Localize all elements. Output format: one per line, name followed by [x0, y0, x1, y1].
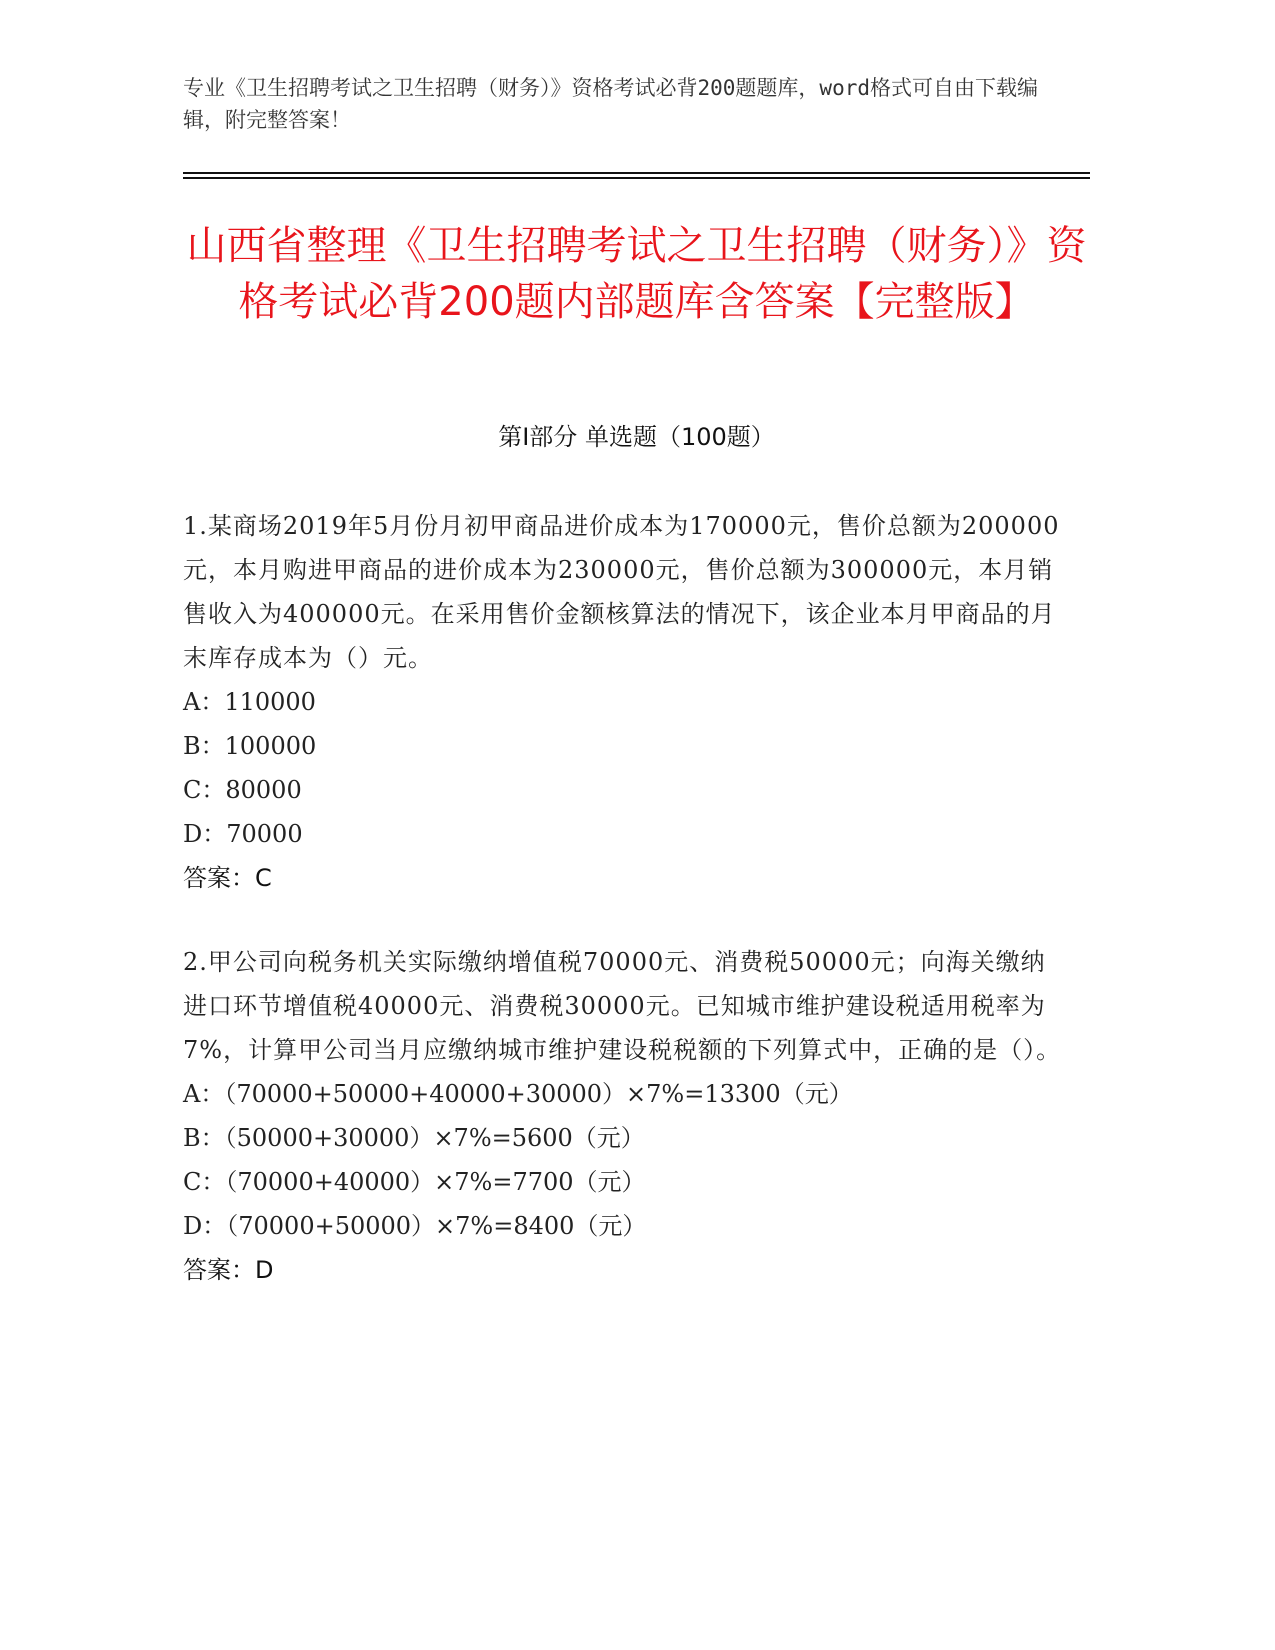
question-1: [183, 504, 1063, 900]
header-note: 专业《卫生招聘考试之卫生招聘（财务）》资格考试必背200题题库，word格式可自由下载编辑，附完整答案！: [183, 76, 1038, 132]
question-2: [183, 940, 1063, 1292]
section-title: 第Ⅰ部分 单选题（100题）: [498, 423, 775, 451]
option-b: B：（50000+30000）×7%=5600（元）: [183, 1124, 645, 1152]
option-c: C：80000: [183, 776, 302, 804]
document-title: 山西省整理《卫生招聘考试之卫生招聘（财务）》资格考试必背200题内部题库含答案【完整版】: [186, 223, 1087, 325]
answer: 答案：D: [183, 1256, 274, 1284]
header-divider-thin: [183, 172, 1090, 174]
question-stem: 1.某商场2019年5月份月初甲商品进价成本为170000元，售价总额为200000元，本月购进甲商品的进价成本为230000元，售价总额为300000元，本月销售收入为400000元。在采用售价金额核算法的情况下，该企业本月甲商品的月末库存成本为（）元。: [183, 512, 1060, 672]
question-stem: 2.甲公司向税务机关实际缴纳增值税70000元、消费税50000元；向海关缴纳进口环节增值税40000元、消费税30000元。已知城市维护建设税适用税率为7%，计算甲公司当月应缴纳城市维护建设税税额的下列算式中，正确的是（）。: [183, 948, 1062, 1064]
option-d: D：70000: [183, 820, 303, 848]
option-a: A：110000: [183, 688, 316, 716]
option-d: D：（70000+50000）×7%=8400（元）: [183, 1212, 647, 1240]
option-b: B：100000: [183, 732, 317, 760]
option-a: A：（70000+50000+40000+30000）×7%=13300（元）: [183, 1080, 853, 1108]
answer: 答案：C: [183, 864, 272, 892]
option-c: C：（70000+40000）×7%=7700（元）: [183, 1168, 646, 1196]
header-divider-thick: [183, 177, 1090, 179]
